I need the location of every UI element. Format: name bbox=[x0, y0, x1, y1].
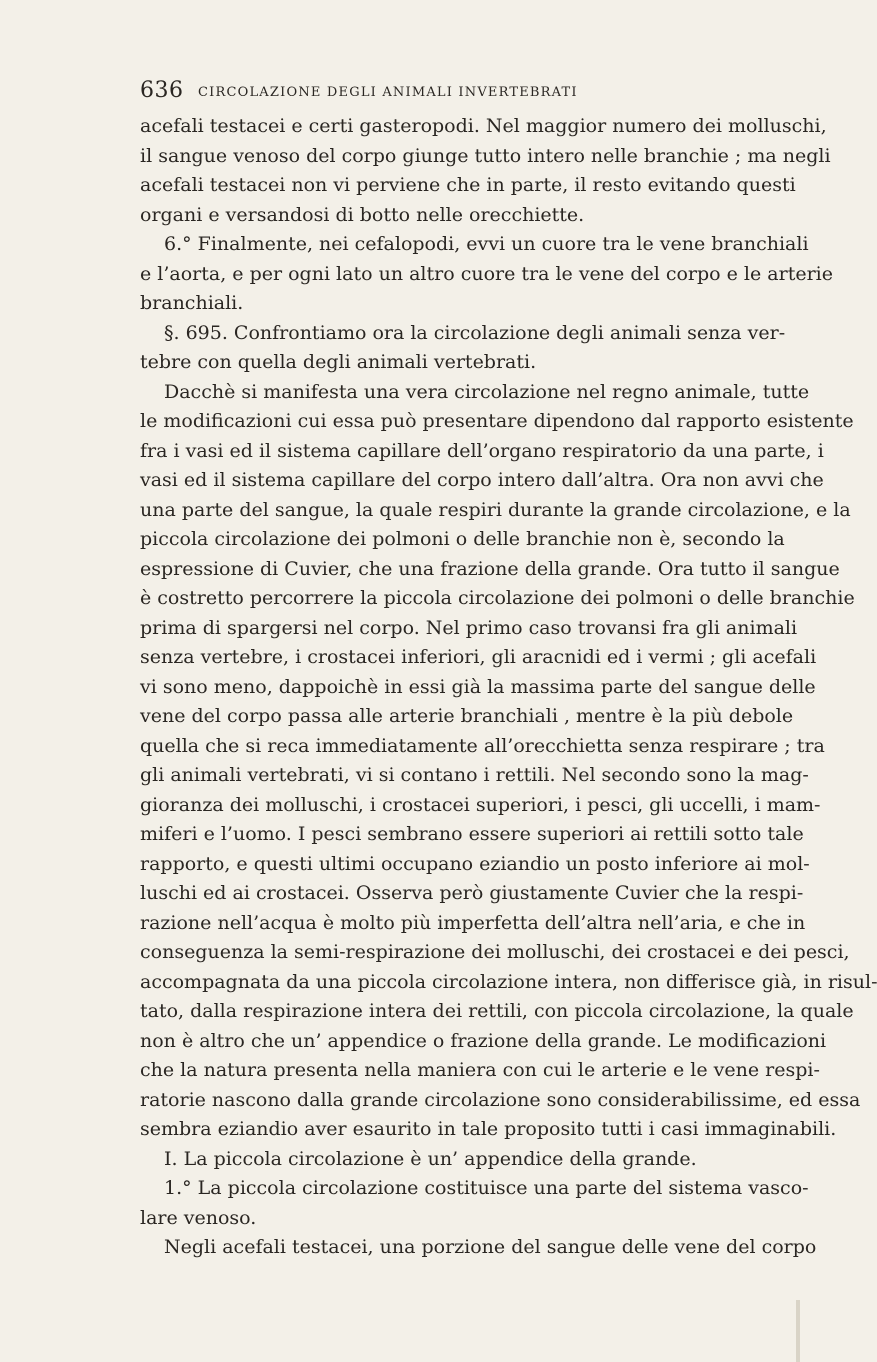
text-line: piccola circolazione dei polmoni o delle branchie non è, secondo la bbox=[140, 528, 785, 550]
text-line: tebre con quella degli animali vertebrati. bbox=[140, 351, 537, 373]
text-line: acefali testacei e certi gasteropodi. Nel maggior numero dei molluschi, bbox=[140, 115, 827, 137]
text-line: vi sono meno, dappoichè in essi già la massima parte del sangue delle bbox=[140, 675, 816, 698]
text-line: razione nell’acqua è molto più imperfetta dell’altra nell’aria, e che in bbox=[140, 911, 806, 934]
page-header bbox=[140, 78, 740, 108]
text-line: senza vertebre, i crostacei inferiori, gli aracnidi ed i vermi ; gli acefali bbox=[140, 646, 817, 668]
text-line: vasi ed il sistema capillare del corpo intero dall’altra. Ora non avvi che bbox=[140, 469, 824, 491]
running-head: CIRCOLAZIONE DEGLI ANIMALI INVERTEBRATI bbox=[198, 85, 578, 100]
text-line: vene del corpo passa alle arterie branchiali , mentre è la più debole bbox=[140, 705, 794, 727]
text-line: prima di spargersi nel corpo. Nel primo caso trovansi fra gli animali bbox=[140, 616, 798, 639]
text-line: una parte del sangue, la quale respiri durante la grande circolazione, e la bbox=[140, 498, 851, 521]
text-line: quella che si reca immediatamente all’orecchietta senza respirare ; tra bbox=[140, 734, 825, 757]
text-line: Dacchè si manifesta una vera circolazione nel regno animale, tutte bbox=[164, 380, 810, 403]
text-line: tato, dalla respirazione intera dei rettili, con piccola circolazione, la quale bbox=[140, 1000, 854, 1022]
page-edge-shadow bbox=[796, 1300, 800, 1362]
text-line: luschi ed ai crostacei. Osserva però giustamente Cuvier che la respi- bbox=[140, 882, 804, 904]
text-line: ratorie nascono dalla grande circolazione sono considerabilissime, ed essa bbox=[140, 1088, 861, 1111]
text-line: I. La piccola circolazione è un’ appendice della grande. bbox=[164, 1147, 697, 1170]
text-line: gli animali vertebrati, vi si contano i rettili. Nel secondo sono la mag- bbox=[140, 764, 809, 786]
text-line: 6.° Finalmente, nei cefalopodi, evvi un cuore tra le vene branchiali bbox=[164, 233, 809, 255]
text-line: espressione di Cuvier, che una frazione della grande. Ora tutto il sangue bbox=[140, 557, 840, 580]
text-line: fra i vasi ed il sistema capillare dell’organo respiratorio da una parte, i bbox=[140, 439, 824, 462]
text-line: rapporto, e questi ultimi occupano eziandio un posto inferiore ai mol- bbox=[140, 852, 810, 875]
text-line: lare venoso. bbox=[140, 1206, 257, 1229]
text-line: conseguenza la semi-respirazione dei molluschi, dei crostacei e dei pesci, bbox=[140, 941, 850, 963]
body-text bbox=[140, 112, 877, 1263]
text-line: le modificazioni cui essa può presentare dipendono dal rapporto esistente bbox=[140, 410, 854, 432]
text-line: gioranza dei molluschi, i crostacei superiori, i pesci, gli uccelli, i mam- bbox=[140, 793, 821, 816]
text-line: accompagnata da una piccola circolazione intera, non differisce già, in risul- bbox=[140, 970, 877, 993]
text-line: che la natura presenta nella maniera con cui le arterie e le vene respi- bbox=[140, 1059, 820, 1081]
text-line: 1.° La piccola circolazione costituisce una parte del sistema vasco- bbox=[164, 1177, 809, 1199]
page-number: 636 bbox=[140, 78, 184, 103]
text-line: Negli acefali testacei, una porzione del sangue delle vene del corpo bbox=[164, 1236, 817, 1258]
text-line: il sangue venoso del corpo giunge tutto intero nelle branchie ; ma negli bbox=[140, 144, 831, 167]
text-line: sembra eziandio aver esaurito in tale proposito tutti i casi immaginabili. bbox=[140, 1118, 837, 1140]
section-heading-line: §. 695. Confrontiamo ora la circolazione degli animali senza ver- bbox=[164, 321, 786, 344]
text-line: non è altro che un’ appendice o frazione della grande. Le modificazioni bbox=[140, 1029, 827, 1052]
text-line: acefali testacei non vi perviene che in parte, il resto evitando questi bbox=[140, 174, 796, 196]
text-line: branchiali. bbox=[140, 292, 244, 314]
text-line: miferi e l’uomo. I pesci sembrano essere superiori ai rettili sotto tale bbox=[140, 823, 804, 845]
text-line: e l’aorta, e per ogni lato un altro cuore tra le vene del corpo e le arterie bbox=[140, 262, 833, 285]
text-line: è costretto percorrere la piccola circolazione dei polmoni o delle branchie bbox=[140, 587, 855, 609]
text-line: organi e versandosi di botto nelle orecchiette. bbox=[140, 203, 585, 226]
